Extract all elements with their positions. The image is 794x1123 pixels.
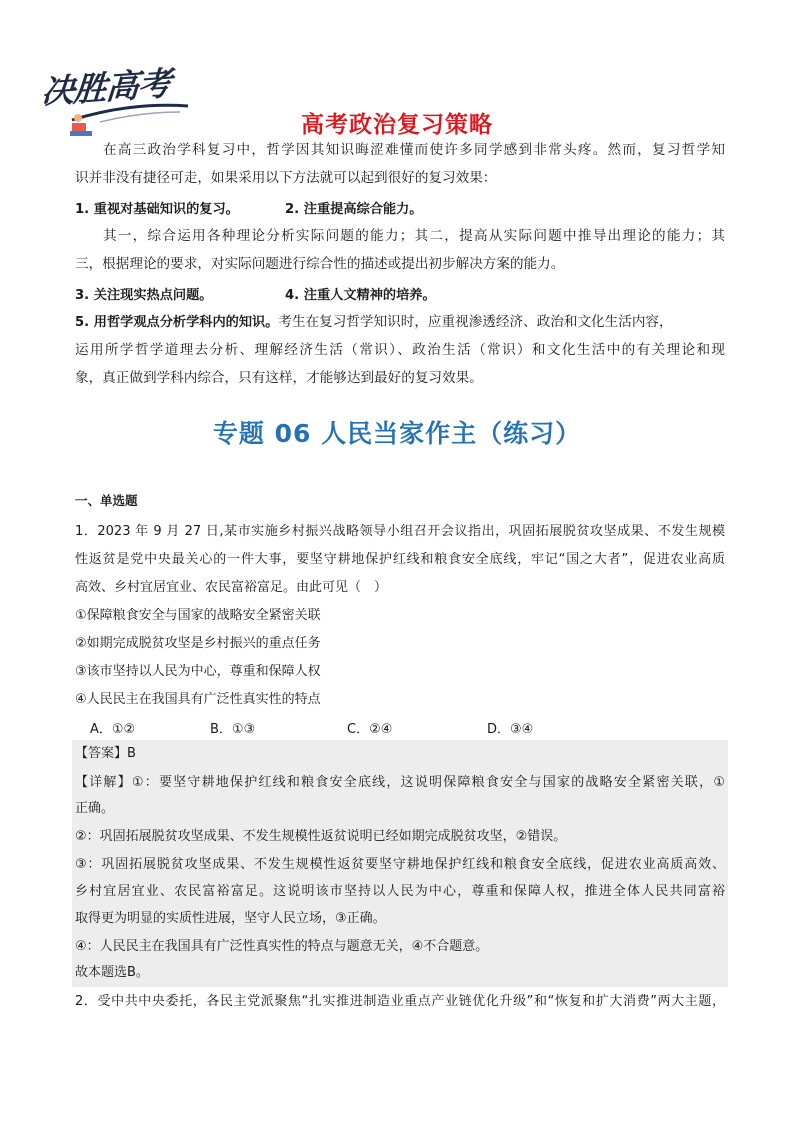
tip-4: 4. 注重人文精神的培养。 bbox=[285, 288, 436, 303]
q1-option-a: A．①② bbox=[90, 722, 136, 737]
q1-line-2: 性返贫是党中央最关心的一件大事，要坚守耕地保护红线和粮食安全底线，牢记“国之大者”，促进农业高质 bbox=[75, 552, 725, 567]
q1-statement-3: ③该市坚持以人民为中心，尊重和保障人权 bbox=[75, 664, 321, 679]
q1-line-1: 1．2023 年 9 月 27 日,某市实施乡村振兴战略领导小组召开会议指出，巩固拓展脱贫攻坚成果、不发生规模 bbox=[75, 524, 725, 539]
answer-detail-1a: 【详解】①：要坚守耕地保护红线和粮食安全底线，这说明保障粮食安全与国家的战略安全紧密关联，① bbox=[75, 775, 725, 790]
page-title: 高考政治复习策略 bbox=[301, 112, 493, 138]
tip-1: 1. 重视对基础知识的复习。 bbox=[75, 202, 239, 217]
tip-5-desc-2: 运用所学哲学道理去分析、理解经济生活（常识）、政治生活（常识）和文化生活中的有关理论和现 bbox=[75, 342, 725, 358]
q1-statement-4: ④人民民主在我国具有广泛性真实性的特点 bbox=[75, 692, 321, 707]
q1-statement-1: ①保障粮食安全与国家的战略安全紧密关联 bbox=[75, 608, 321, 623]
tip-5-desc-1: 考生在复习哲学知识时，应重视渗透经济、政治和文化生活内容， bbox=[278, 314, 673, 330]
answer-detail-3b: 乡村宜居宜业、农民富裕富足。这说明该市坚持以人民为中心，尊重和保障人权，推进全体人民共同富裕 bbox=[75, 884, 725, 899]
tip-3: 3. 关注现实热点问题。 bbox=[75, 288, 213, 303]
q2-line-1: 2．受中共中央委托，各民主党派聚焦“扎实推进制造业重点产业链优化升级”和“恢复和扩大消费”两大主题， bbox=[75, 994, 725, 1009]
section-title: 专题 06 人民当家作主（练习） bbox=[212, 419, 582, 448]
answer-key: 【答案】B bbox=[75, 746, 136, 761]
answer-detail-2: ②：巩固拓展脱贫攻坚成果、不发生规模性返贫说明已经如期完成脱贫攻坚，②错误。 bbox=[75, 829, 567, 844]
answer-detail-3a: ③：巩固拓展脱贫攻坚成果、不发生规模性返贫要坚守耕地保护红线和粮食安全底线，促进农业高质高效、 bbox=[75, 857, 725, 872]
tip-2: 2. 注重提高综合能力。 bbox=[285, 202, 423, 217]
intro-line-2: 识并非没有捷径可走，如果采用以下方法就可以起到很好的复习效果： bbox=[75, 170, 497, 186]
section-subheading: 一、单选题 bbox=[75, 493, 138, 508]
q1-option-b: B．①③ bbox=[210, 722, 256, 737]
tip-5-desc-3: 象，真正做到学科内综合，只有这样，才能够达到最好的复习效果。 bbox=[75, 370, 483, 386]
tip-5: 5. 用哲学观点分析学科内的知识。 bbox=[75, 315, 279, 330]
answer-detail-4: ④：人民民主在我国具有广泛性真实性的特点与题意无关，④不合题意。 bbox=[75, 939, 489, 954]
intro-line-1: 在高三政治学科复习中，哲学因其知识晦涩难懂而使许多同学感到非常头疼。然而，复习哲学知 bbox=[103, 142, 725, 158]
q1-statement-2: ②如期完成脱贫攻坚是乡村振兴的重点任务 bbox=[75, 636, 321, 651]
q1-line-3: 高效、乡村宜居宜业、农民富裕富足。由此可见（ ） bbox=[75, 580, 388, 595]
tip-2-desc-1: 其一，综合运用各种理论分析实际问题的能力；其二，提高从实际问题中推导出理论的能力；其 bbox=[103, 228, 725, 244]
q1-option-c: C．②④ bbox=[347, 722, 393, 737]
logo-text: 决胜高考 bbox=[40, 63, 172, 112]
tip-5-line bbox=[75, 312, 725, 333]
tip-2-desc-2: 三，根据理论的要求，对实际问题进行综合性的描述或提出初步解决方案的能力。 bbox=[75, 256, 565, 272]
answer-conclusion: 故本题选B。 bbox=[75, 965, 149, 980]
answer-detail-1b: 正确。 bbox=[75, 801, 115, 816]
q1-option-d: D．③④ bbox=[487, 722, 534, 737]
answer-detail-3c: 取得更为明显的实质性进展，坚守人民立场，③正确。 bbox=[75, 911, 386, 926]
